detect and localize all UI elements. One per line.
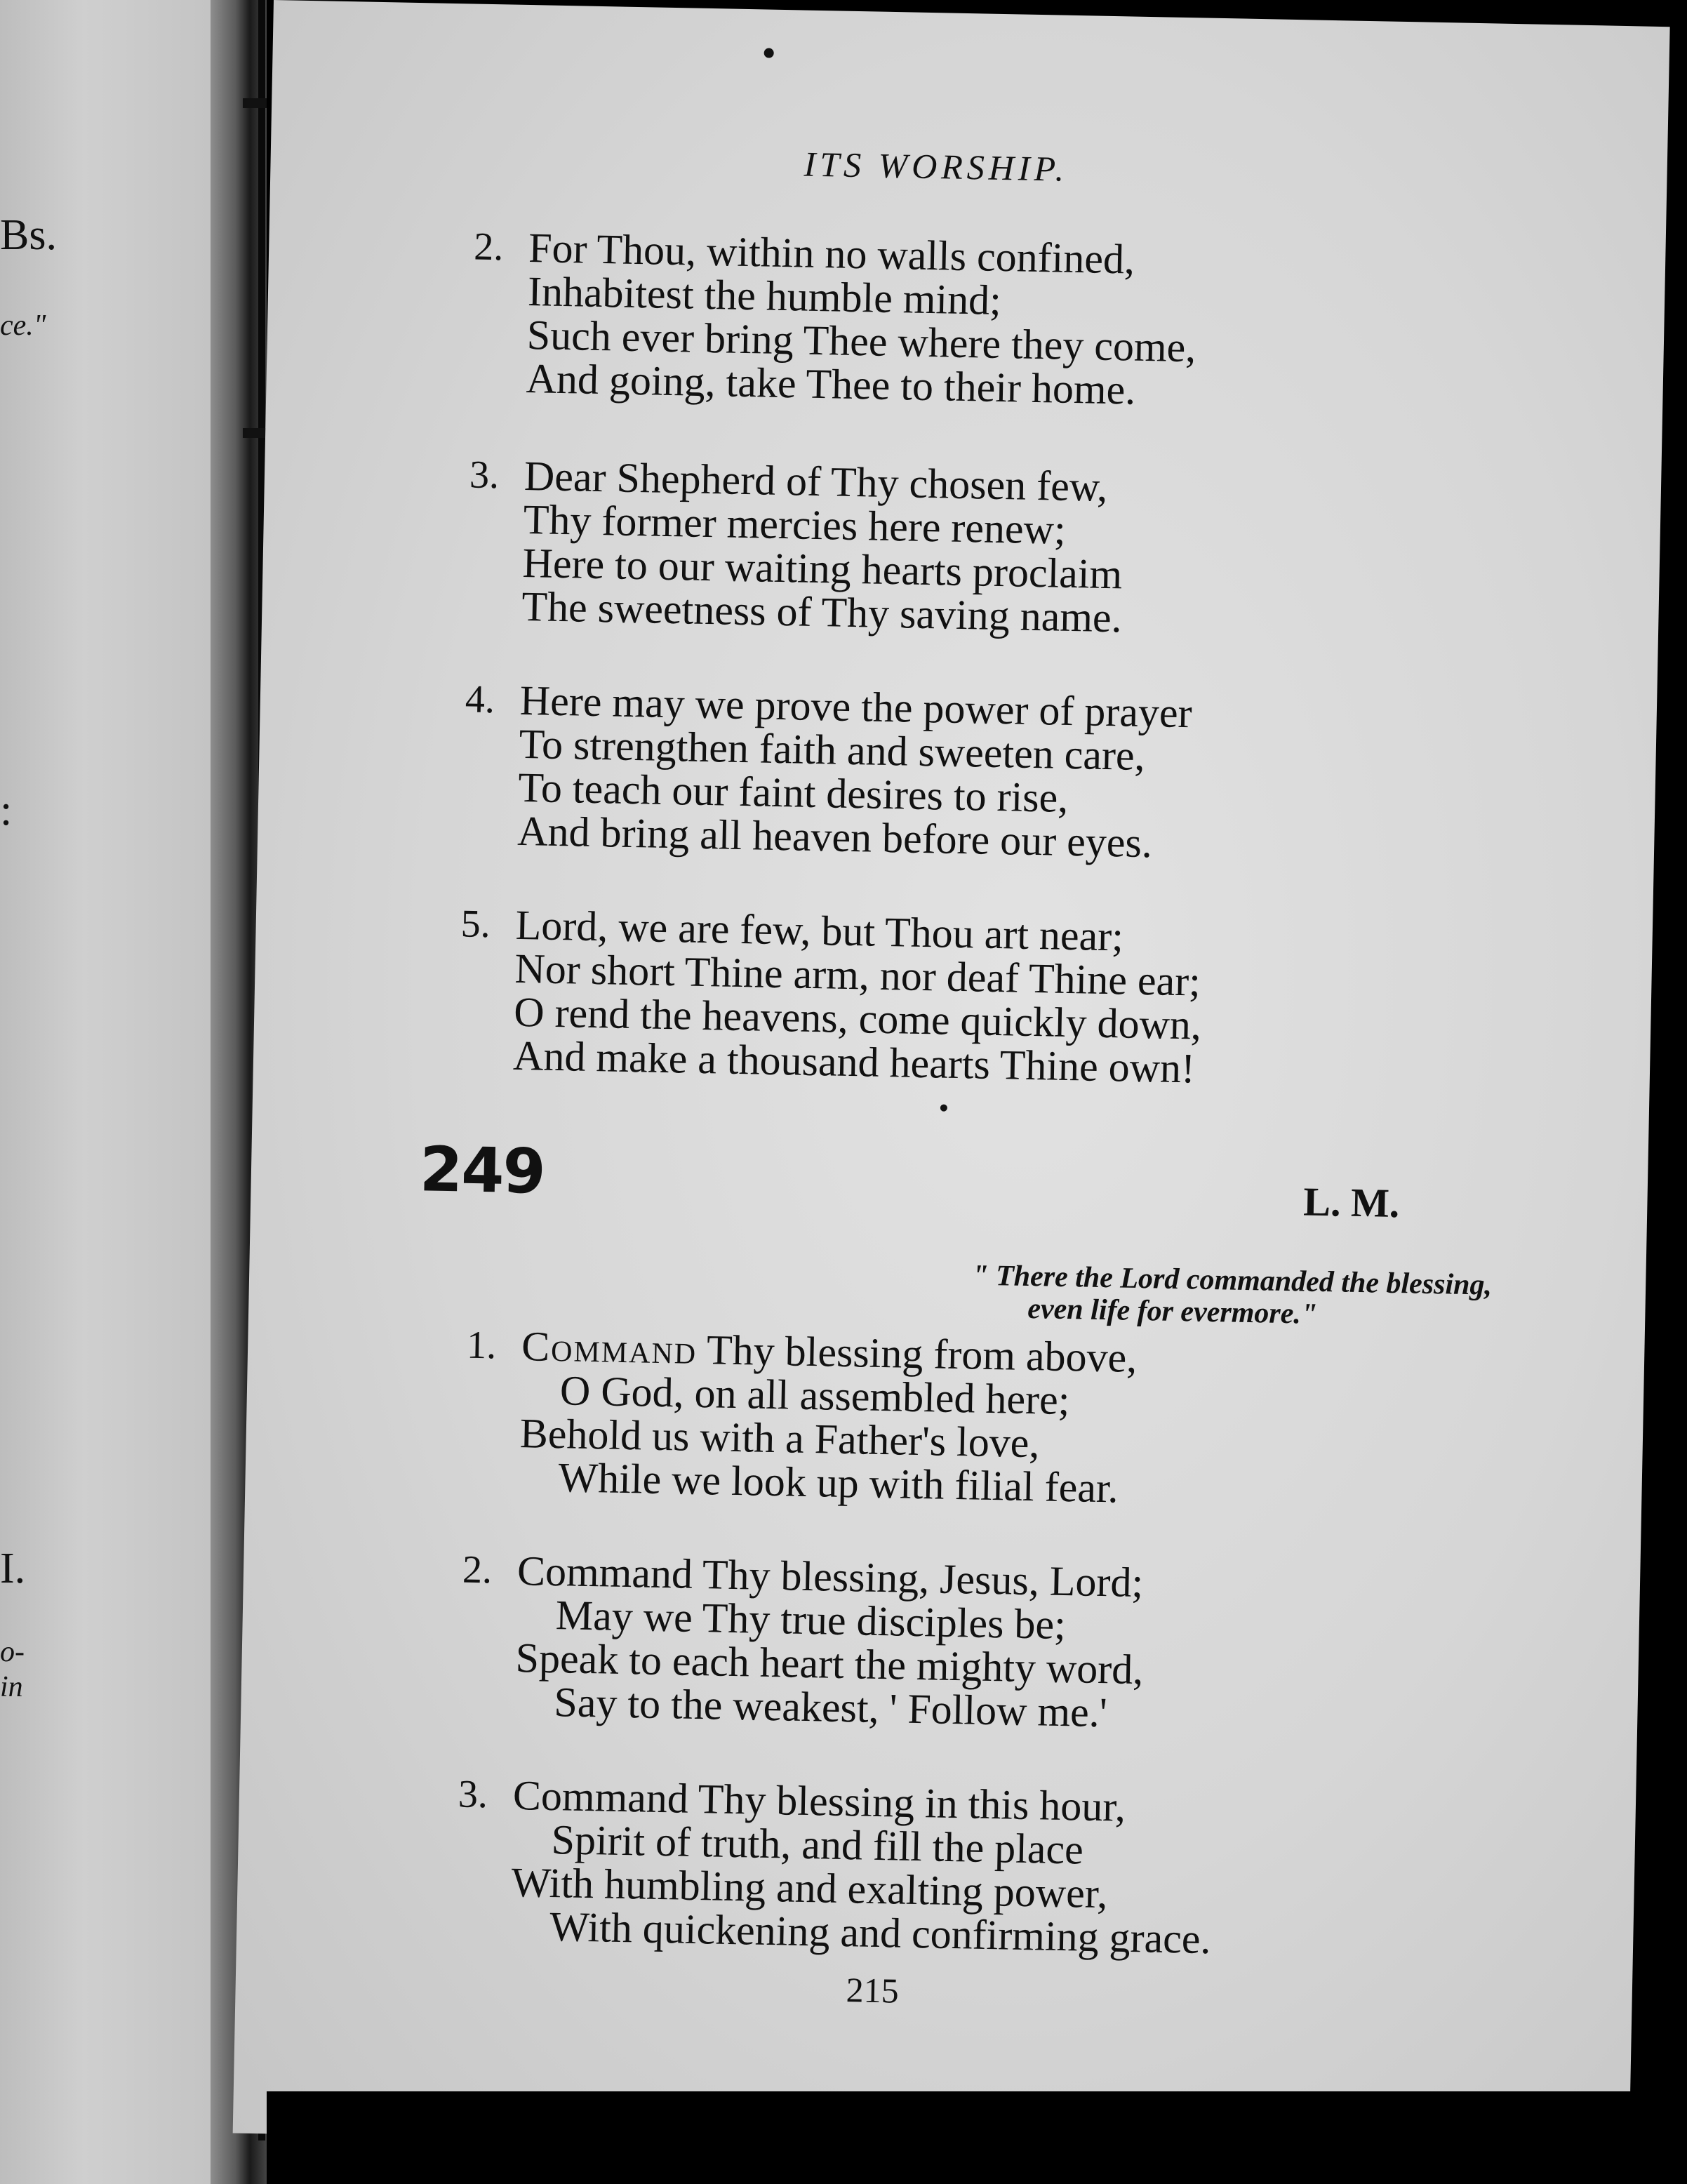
left-page-fragment: in [0,1671,23,1703]
verse-line: Here may we prove the power of prayer [519,677,1193,737]
verse-line: Say to the weakest, ' Follow me.' [553,1679,1108,1736]
verse [462,1547,1145,1736]
speck [940,1105,947,1112]
binding-mark [243,428,267,438]
left-page-fragment: : [0,787,13,834]
verse-line: Dear Shepherd of Thy chosen few, [524,452,1108,510]
verse-line: O God, on all assembled here; [559,1367,1071,1424]
verse-line: O rend the heavens, come quickly down, [513,988,1202,1048]
verse [458,1772,1214,1963]
verse-line: Lord, we are few, but Thou art near; [515,901,1124,960]
verse-line: Thy former mercies here renew; [523,495,1067,553]
verse-number: 1. [466,1323,497,1368]
verse-line: Speak to each heart the mighty word, [515,1634,1144,1693]
verse [473,225,1198,413]
verse-line: Behold us with a Father's love, [519,1410,1041,1467]
left-page-fragment: ce." [0,309,46,342]
hymn-epigraph [971,1259,1492,1333]
verse-number: 2. [473,225,504,269]
verse-line: With quickening and confirming grace. [549,1903,1212,1963]
verse-line: Such ever bring Thee where they come, [526,312,1196,371]
verse-line: To strengthen faith and sweeten care, [519,720,1146,780]
scan-border [267,2091,1687,2184]
verse-line: And make a thousand hearts Thine own! [512,1032,1196,1092]
verse-number: 2. [462,1547,493,1592]
speck [764,48,774,58]
verse-line: And going, take Thee to their home. [526,355,1136,413]
verse-line: Spirit of truth, and fill the place [551,1816,1084,1873]
verse-line: To teach our faint desires to rise, [517,764,1069,821]
verse-line: Inhabitest the humble mind; [527,268,1002,324]
epigraph-line: " There the Lord commanded the blessing, [971,1259,1493,1302]
hymn-number: 249 [419,1133,545,1208]
verse-number: 5. [460,902,491,947]
running-head: ITS WORSHIP. [804,144,1069,189]
verse-number: 3. [469,453,500,498]
verse-number: 3. [458,1772,488,1817]
verse-line: Command Thy blessing in this hour, [512,1772,1126,1830]
verse [465,677,1193,867]
hymn-meter: L. M. [1302,1178,1400,1227]
verse-line: Nor short Thine arm, nor deaf Thine ear; [514,945,1201,1005]
verse-first-word: Command [521,1323,698,1373]
verse-line: The sweetness of Thy saving name. [521,582,1123,641]
verse-line: Here to our waiting hearts proclaim [522,539,1123,598]
verse-number: 4. [465,677,495,722]
verse [469,452,1125,641]
verse-line: For Thou, within no walls confined, [528,225,1135,283]
left-page-fragment: I. [0,1545,26,1592]
epigraph-line: even life for evermore." [1027,1292,1318,1331]
verse-line: While we look up with filial fear. [558,1454,1119,1512]
left-page-fragment: o- [0,1636,25,1668]
verse-line-rest: Thy blessing from above, [696,1326,1138,1381]
verse-line: Command Thy blessing, Jesus, Lord; [516,1547,1144,1606]
hymnal-page [233,0,1670,2160]
verse-line: May we Thy true disciples be; [555,1592,1067,1649]
verse-line: With humbling and exalting power, [510,1859,1109,1917]
page-number: 215 [846,1970,900,2011]
verse-line: And bring all heaven before our eyes. [516,807,1153,867]
left-facing-page [0,0,211,2184]
left-page-fragment: Bs. [0,211,57,259]
verse [466,1323,1138,1512]
binding-mark [243,98,267,108]
verse [460,901,1203,1092]
